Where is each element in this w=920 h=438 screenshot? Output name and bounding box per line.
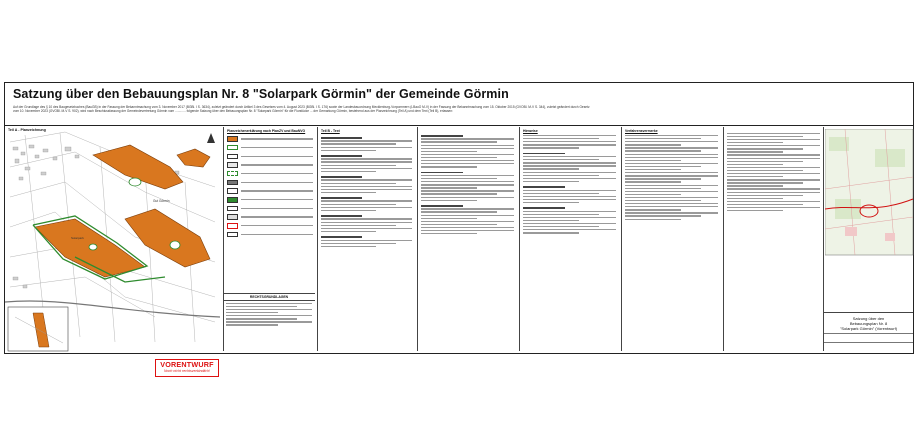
stamp-note: Noch nicht rechtsverbindlich! xyxy=(164,369,210,373)
hinweise-column xyxy=(519,127,619,351)
legend-swatch xyxy=(227,162,238,168)
legend-swatch xyxy=(227,214,238,220)
map-label-solar: Solarpark xyxy=(71,236,84,240)
map-title: Teil A - Planzeichnung xyxy=(8,128,46,132)
legend-row xyxy=(227,154,313,160)
verfahren-title: Verfahrensvermerke xyxy=(625,129,658,133)
legend-row xyxy=(227,214,313,220)
header-divider xyxy=(5,125,913,126)
stamp-title: VORENTWURF xyxy=(160,360,214,369)
legend-row xyxy=(227,197,313,203)
legend-swatch xyxy=(227,197,238,203)
north-arrow-icon xyxy=(207,133,215,143)
legend-row xyxy=(227,223,313,229)
site-plan-map xyxy=(5,127,220,353)
legend-swatch xyxy=(227,223,238,229)
document-title: Satzung über den Bebauungsplan Nr. 8 "Solarpark Görmin" der Gemeinde Görmin xyxy=(13,87,509,101)
legend-swatch xyxy=(227,171,238,177)
legend-row xyxy=(227,180,313,186)
planzeichnung-panel xyxy=(5,127,220,373)
legend-swatch xyxy=(227,188,238,194)
legend-swatch xyxy=(227,232,238,238)
titleblock-line3: "Solarpark Görmin" (Vorentwurf) xyxy=(839,326,898,331)
legend-swatch xyxy=(227,180,238,186)
titleblock-line1: Satzung über den xyxy=(852,316,885,321)
legend-row xyxy=(227,171,313,177)
hinweise-title: Hinweise xyxy=(523,129,538,133)
verfahrensvermerke-column xyxy=(621,127,721,351)
text-teil-b xyxy=(317,127,415,351)
verfahrensvermerke-column-2 xyxy=(723,127,823,351)
titleblock-line2: Bebauungsplan Nr. 8 xyxy=(849,321,888,326)
legend-row xyxy=(227,162,313,168)
overview-map xyxy=(825,129,915,257)
text-column-2 xyxy=(417,127,517,351)
overview-and-titleblock xyxy=(823,127,913,351)
title-block xyxy=(824,312,913,351)
legend-swatch xyxy=(227,145,238,151)
plan-sheet xyxy=(4,82,914,373)
legend-row xyxy=(227,136,313,142)
text-title: Teil B - Text xyxy=(321,129,340,133)
preamble-text: Auf der Grundlage des § 10 des Baugesetzbuches (BauGB) in der Fassung der Bekanntmachung vom 3. November 2017 (BGBl. I S. 3634), zuletzt geändert durch Artikel 3 des Gesetzes vom 4. August 2023 (BGBl. I S. 176) sowie der Landesbauordnung Mecklenburg-Vorpommern (LBauO M-V) in der Fassung der Bekanntmachung vom 15. Oktober 2015 (GVOBl. M-V S. 344), zuletzt geändert durch Gesetz vom 10. November 2023 (GVOBl. M-V S. 902), wird nach Beschlussfassung der Gemeindevertretung Görmin vom ............ folgende Satzung über den Bebauungsplan Nr. 8 "Solarpark Görmin" für die Flurstücke ... der Gemarkung Görmin, bestehend aus der Planzeichnung (Teil A) und dem Text (Teil B), erlassen: xyxy=(13,105,590,114)
rg-title: RECHTSGRUNDLAGEN xyxy=(223,293,315,301)
legend-title: Planzeichenerklärung nach PlanZV und BauNVO xyxy=(227,129,306,133)
legend-row xyxy=(227,232,313,238)
legend-swatch xyxy=(227,136,238,142)
vorentwurf-stamp xyxy=(155,359,219,377)
legend-row xyxy=(227,188,313,194)
titleblock-row xyxy=(824,342,913,352)
legend-swatch xyxy=(227,154,238,160)
legend-row xyxy=(227,145,313,151)
legend-swatch xyxy=(227,206,238,212)
rechtsgrundlagen-box xyxy=(223,293,315,328)
legend-row xyxy=(227,206,313,212)
map-label-gut: Gut Görmin xyxy=(153,199,170,203)
